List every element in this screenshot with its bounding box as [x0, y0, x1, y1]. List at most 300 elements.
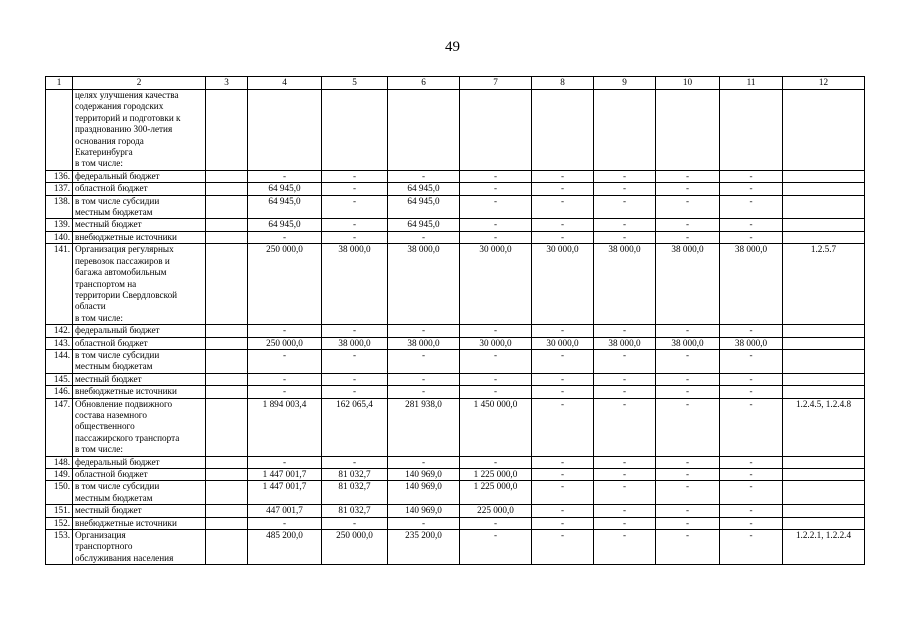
value-cell-c7: -: [460, 456, 532, 468]
goal-code-cell: [783, 90, 865, 171]
value-cell-c8: -: [532, 349, 594, 373]
row-number: 137.: [46, 183, 73, 195]
row-number: 139.: [46, 219, 73, 231]
value-cell-c8: -: [532, 231, 594, 243]
value-cell-c8: -: [532, 398, 594, 456]
value-cell-c8: -: [532, 481, 594, 505]
value-cell-c9: -: [594, 170, 656, 182]
table-row: [46, 90, 865, 171]
value-cell-c6: -: [388, 349, 460, 373]
value-cell-c10: -: [656, 325, 720, 337]
value-cell-c8: -: [532, 469, 594, 481]
value-cell-c5: -: [322, 183, 388, 195]
row-name: [73, 349, 206, 373]
value-cell-c6: 235 200,0: [388, 530, 460, 565]
row-name: [73, 386, 206, 398]
value-cell-c5: 81 032,7: [322, 469, 388, 481]
row-name-line: внебюджетные источники: [75, 517, 177, 528]
value-cell-c11: -: [720, 219, 783, 231]
row-name: [73, 456, 206, 468]
value-cell-c11: -: [720, 481, 783, 505]
value-cell-c4: -: [248, 231, 322, 243]
value-cell-c7: -: [460, 219, 532, 231]
value-cell-c9: -: [594, 231, 656, 243]
value-cell-c9: -: [594, 325, 656, 337]
value-cell-c6: 140 969,0: [388, 469, 460, 481]
goal-code-cell: 1.2.2.1, 1.2.2.4: [783, 530, 865, 565]
row-name-line: Организация: [75, 530, 126, 541]
value-cell-c9: -: [594, 456, 656, 468]
value-cell-c8: -: [532, 505, 594, 517]
table-row: [46, 469, 865, 481]
value-cell-c5: 162 065,4: [322, 398, 388, 456]
value-cell-c11: -: [720, 373, 783, 385]
row-name: [73, 325, 206, 337]
row-name: [73, 231, 206, 243]
value-cell-c4: 1 447 001,7: [248, 481, 322, 505]
value-cell-c11: -: [720, 195, 783, 219]
table-row: [46, 517, 865, 529]
row-name-line: местный бюджет: [75, 373, 142, 384]
value-cell-c4: 1 894 003,4: [248, 398, 322, 456]
value-cell-c3: [206, 244, 248, 325]
budget-table: [45, 76, 865, 565]
value-cell-c9: -: [594, 373, 656, 385]
row-name-line: федеральный бюджет: [75, 325, 160, 336]
table-row: [46, 505, 865, 517]
column-header: 7: [460, 77, 532, 90]
column-header: 6: [388, 77, 460, 90]
value-cell-c11: -: [720, 517, 783, 529]
row-name-line: местным бюджетам: [75, 361, 153, 372]
value-cell-c6: -: [388, 373, 460, 385]
row-number: 149.: [46, 469, 73, 481]
value-cell-c3: [206, 373, 248, 385]
value-cell-c10: 38 000,0: [656, 244, 720, 325]
value-cell-c5: -: [322, 195, 388, 219]
row-name-line: состава наземного: [75, 409, 147, 420]
row-name-line: транспортом на: [75, 278, 137, 289]
row-name-line: внебюджетные источники: [75, 386, 177, 397]
value-cell-c7: -: [460, 170, 532, 182]
row-name-line: обслуживания населения: [75, 552, 174, 563]
row-name-line: в том числе:: [75, 444, 123, 455]
value-cell-c11: -: [720, 183, 783, 195]
row-name-line: Обновление подвижного: [75, 398, 173, 409]
column-header: 3: [206, 77, 248, 90]
page-number: 49: [445, 39, 460, 55]
row-number: 143.: [46, 337, 73, 349]
value-cell-c9: -: [594, 530, 656, 565]
value-cell-c7: -: [460, 231, 532, 243]
value-cell-c3: [206, 530, 248, 565]
value-cell-c9: -: [594, 183, 656, 195]
row-name-line: багажа автомобильным: [75, 267, 167, 278]
value-cell-c8: -: [532, 183, 594, 195]
value-cell-c9: -: [594, 219, 656, 231]
value-cell-c5: -: [322, 325, 388, 337]
goal-code-cell: [783, 481, 865, 505]
column-header: 11: [720, 77, 783, 90]
value-cell-c11: [720, 90, 783, 171]
value-cell-c9: -: [594, 386, 656, 398]
value-cell-c5: 250 000,0: [322, 530, 388, 565]
row-name: [73, 505, 206, 517]
row-name: [73, 219, 206, 231]
value-cell-c7: 30 000,0: [460, 244, 532, 325]
value-cell-c7: -: [460, 195, 532, 219]
row-name-line: в том числе:: [75, 312, 123, 323]
value-cell-c11: -: [720, 170, 783, 182]
goal-code-cell: [783, 231, 865, 243]
goal-code-cell: [783, 349, 865, 373]
value-cell-c8: -: [532, 170, 594, 182]
value-cell-c3: [206, 183, 248, 195]
goal-code-cell: [783, 183, 865, 195]
row-name-line: области: [75, 301, 106, 312]
value-cell-c5: 81 032,7: [322, 481, 388, 505]
value-cell-c5: 38 000,0: [322, 337, 388, 349]
value-cell-c10: -: [656, 373, 720, 385]
goal-code-cell: [783, 170, 865, 182]
goal-code-cell: [783, 505, 865, 517]
table-row: [46, 195, 865, 219]
row-name-line: в том числе субсидии: [75, 481, 160, 492]
table-row: [46, 325, 865, 337]
column-header: 8: [532, 77, 594, 90]
value-cell-c4: -: [248, 456, 322, 468]
row-number: 145.: [46, 373, 73, 385]
value-cell-c5: [322, 90, 388, 171]
value-cell-c9: -: [594, 481, 656, 505]
value-cell-c9: -: [594, 505, 656, 517]
goal-code-cell: [783, 219, 865, 231]
column-header: 12: [783, 77, 865, 90]
value-cell-c10: -: [656, 456, 720, 468]
value-cell-c4: -: [248, 170, 322, 182]
value-cell-c8: -: [532, 195, 594, 219]
value-cell-c9: -: [594, 398, 656, 456]
table-row: [46, 481, 865, 505]
row-number: 151.: [46, 505, 73, 517]
value-cell-c6: [388, 90, 460, 171]
table-row: [46, 337, 865, 349]
value-cell-c11: -: [720, 505, 783, 517]
value-cell-c8: -: [532, 219, 594, 231]
value-cell-c3: [206, 398, 248, 456]
row-name: [73, 183, 206, 195]
table-row: [46, 373, 865, 385]
row-name-line: областной бюджет: [75, 469, 148, 479]
goal-code-cell: [783, 337, 865, 349]
value-cell-c8: 30 000,0: [532, 337, 594, 349]
value-cell-c7: 1 225 000,0: [460, 481, 532, 505]
row-name-line: Организация регулярных: [75, 244, 174, 255]
row-name-line: общественного: [75, 421, 135, 432]
value-cell-c6: -: [388, 170, 460, 182]
table-row: [46, 231, 865, 243]
value-cell-c8: -: [532, 530, 594, 565]
goal-code-cell: 1.2.5.7: [783, 244, 865, 325]
value-cell-c10: -: [656, 398, 720, 456]
table-row: [46, 398, 865, 456]
row-name: [73, 373, 206, 385]
row-number: 140.: [46, 231, 73, 243]
value-cell-c6: 38 000,0: [388, 337, 460, 349]
value-cell-c5: 38 000,0: [322, 244, 388, 325]
value-cell-c4: -: [248, 517, 322, 529]
row-name: [73, 530, 206, 565]
row-name: [73, 170, 206, 182]
row-number: 138.: [46, 195, 73, 219]
value-cell-c10: -: [656, 505, 720, 517]
value-cell-c6: -: [388, 325, 460, 337]
row-name-line: областной бюджет: [75, 183, 148, 194]
column-header: 4: [248, 77, 322, 90]
value-cell-c3: [206, 505, 248, 517]
value-cell-c6: 64 945,0: [388, 183, 460, 195]
goal-code-cell: [783, 325, 865, 337]
value-cell-c7: 30 000,0: [460, 337, 532, 349]
value-cell-c11: -: [720, 349, 783, 373]
value-cell-c5: -: [322, 170, 388, 182]
value-cell-c4: [248, 90, 322, 171]
row-name: [73, 469, 206, 481]
value-cell-c5: -: [322, 219, 388, 231]
value-cell-c5: -: [322, 386, 388, 398]
goal-code-cell: [783, 517, 865, 529]
value-cell-c7: -: [460, 373, 532, 385]
table-row: [46, 349, 865, 373]
column-header: 10: [656, 77, 720, 90]
row-name: [73, 481, 206, 505]
value-cell-c5: -: [322, 349, 388, 373]
value-cell-c10: 38 000,0: [656, 337, 720, 349]
row-number: 152.: [46, 517, 73, 529]
value-cell-c4: 485 200,0: [248, 530, 322, 565]
value-cell-c4: -: [248, 373, 322, 385]
row-name: [73, 517, 206, 529]
value-cell-c6: -: [388, 456, 460, 468]
value-cell-c10: -: [656, 481, 720, 505]
value-cell-c11: -: [720, 386, 783, 398]
value-cell-c3: [206, 170, 248, 182]
row-name-line: содержания городских: [75, 101, 164, 112]
row-name-line: федеральный бюджет: [75, 456, 160, 467]
value-cell-c10: -: [656, 386, 720, 398]
value-cell-c9: -: [594, 517, 656, 529]
value-cell-c3: [206, 325, 248, 337]
table-row: [46, 219, 865, 231]
value-cell-c9: -: [594, 349, 656, 373]
value-cell-c6: 64 945,0: [388, 195, 460, 219]
row-name: [73, 337, 206, 349]
row-name-line: транспортного: [75, 541, 133, 552]
row-name-line: местный бюджет: [75, 505, 142, 516]
value-cell-c3: [206, 90, 248, 171]
row-name-line: празднованию 300-летия: [75, 124, 173, 135]
value-cell-c8: -: [532, 373, 594, 385]
table-row: [46, 456, 865, 468]
value-cell-c3: [206, 481, 248, 505]
value-cell-c7: 1 225 000,0: [460, 469, 532, 481]
value-cell-c7: -: [460, 386, 532, 398]
value-cell-c5: -: [322, 456, 388, 468]
row-name: [73, 398, 206, 456]
value-cell-c9: 38 000,0: [594, 244, 656, 325]
value-cell-c4: -: [248, 386, 322, 398]
value-cell-c9: [594, 90, 656, 171]
row-name-line: Екатеринбурга: [75, 147, 133, 158]
goal-code-cell: 1.2.4.5, 1.2.4.8: [783, 398, 865, 456]
value-cell-c7: [460, 90, 532, 171]
column-number-row: [46, 77, 865, 90]
value-cell-c10: -: [656, 219, 720, 231]
row-name-line: перевозок пассажиров и: [75, 255, 170, 266]
table-row: [46, 530, 865, 565]
value-cell-c10: -: [656, 349, 720, 373]
value-cell-c3: [206, 517, 248, 529]
value-cell-c7: -: [460, 517, 532, 529]
value-cell-c6: 140 969,0: [388, 505, 460, 517]
value-cell-c3: [206, 456, 248, 468]
goal-code-cell: [783, 373, 865, 385]
row-name-line: пассажирского транспорта: [75, 432, 180, 443]
value-cell-c4: -: [248, 349, 322, 373]
row-number: 144.: [46, 349, 73, 373]
value-cell-c7: 225 000,0: [460, 505, 532, 517]
value-cell-c3: [206, 219, 248, 231]
value-cell-c8: [532, 90, 594, 171]
value-cell-c5: 81 032,7: [322, 505, 388, 517]
value-cell-c5: -: [322, 373, 388, 385]
row-name-line: областной бюджет: [75, 337, 148, 348]
value-cell-c3: [206, 349, 248, 373]
table-body: [46, 90, 865, 565]
value-cell-c8: -: [532, 456, 594, 468]
table-row: [46, 170, 865, 182]
value-cell-c6: 38 000,0: [388, 244, 460, 325]
value-cell-c10: -: [656, 195, 720, 219]
row-name: [73, 90, 206, 171]
value-cell-c6: 140 969,0: [388, 481, 460, 505]
value-cell-c5: -: [322, 231, 388, 243]
goal-code-cell: [783, 195, 865, 219]
row-name: [73, 195, 206, 219]
value-cell-c3: [206, 337, 248, 349]
value-cell-c7: -: [460, 183, 532, 195]
value-cell-c6: 64 945,0: [388, 219, 460, 231]
value-cell-c10: -: [656, 170, 720, 182]
value-cell-c9: -: [594, 469, 656, 481]
value-cell-c10: -: [656, 469, 720, 481]
value-cell-c11: -: [720, 469, 783, 481]
value-cell-c8: -: [532, 386, 594, 398]
value-cell-c5: -: [322, 517, 388, 529]
row-name-line: территории Свердловской: [75, 289, 178, 300]
row-name-line: в том числе субсидии: [75, 349, 160, 360]
value-cell-c3: [206, 469, 248, 481]
value-cell-c4: 64 945,0: [248, 183, 322, 195]
value-cell-c7: -: [460, 325, 532, 337]
row-number: 141.: [46, 244, 73, 325]
row-name-line: территорий и подготовки к: [75, 112, 181, 123]
value-cell-c7: -: [460, 349, 532, 373]
value-cell-c4: 1 447 001,7: [248, 469, 322, 481]
value-cell-c6: -: [388, 517, 460, 529]
value-cell-c3: [206, 195, 248, 219]
row-number: 146.: [46, 386, 73, 398]
row-name-line: основания города: [75, 135, 144, 146]
value-cell-c11: -: [720, 231, 783, 243]
table-row: [46, 386, 865, 398]
value-cell-c7: 1 450 000,0: [460, 398, 532, 456]
table-row: [46, 244, 865, 325]
value-cell-c11: -: [720, 325, 783, 337]
row-name: [73, 244, 206, 325]
table-row: [46, 183, 865, 195]
value-cell-c4: 250 000,0: [248, 244, 322, 325]
column-header: 9: [594, 77, 656, 90]
row-number: 142.: [46, 325, 73, 337]
goal-code-cell: [783, 469, 865, 481]
value-cell-c6: 281 938,0: [388, 398, 460, 456]
value-cell-c6: -: [388, 231, 460, 243]
value-cell-c10: -: [656, 517, 720, 529]
value-cell-c11: -: [720, 456, 783, 468]
goal-code-cell: [783, 456, 865, 468]
value-cell-c9: 38 000,0: [594, 337, 656, 349]
value-cell-c11: -: [720, 398, 783, 456]
row-name-line: в том числе:: [75, 158, 123, 169]
value-cell-c8: 30 000,0: [532, 244, 594, 325]
value-cell-c10: -: [656, 183, 720, 195]
row-number: 153.: [46, 530, 73, 565]
value-cell-c4: 64 945,0: [248, 195, 322, 219]
value-cell-c8: -: [532, 517, 594, 529]
row-name-line: внебюджетные источники: [75, 231, 177, 242]
value-cell-c6: -: [388, 386, 460, 398]
value-cell-c4: -: [248, 325, 322, 337]
value-cell-c11: 38 000,0: [720, 244, 783, 325]
value-cell-c9: -: [594, 195, 656, 219]
row-number: 136.: [46, 170, 73, 182]
value-cell-c11: -: [720, 530, 783, 565]
row-name-line: местным бюджетам: [75, 492, 153, 503]
value-cell-c3: [206, 231, 248, 243]
value-cell-c10: -: [656, 530, 720, 565]
value-cell-c4: 64 945,0: [248, 219, 322, 231]
value-cell-c10: [656, 90, 720, 171]
column-header: 2: [73, 77, 206, 90]
value-cell-c4: 447 001,7: [248, 505, 322, 517]
value-cell-c10: -: [656, 231, 720, 243]
row-name-line: местным бюджетам: [75, 207, 153, 218]
row-number: 150.: [46, 481, 73, 505]
row-number: 148.: [46, 456, 73, 468]
value-cell-c4: 250 000,0: [248, 337, 322, 349]
value-cell-c7: -: [460, 530, 532, 565]
value-cell-c8: -: [532, 325, 594, 337]
row-name-line: целях улучшения качества: [75, 90, 179, 100]
goal-code-cell: [783, 386, 865, 398]
row-name-line: местный бюджет: [75, 219, 142, 230]
value-cell-c3: [206, 386, 248, 398]
row-name-line: в том числе субсидии: [75, 195, 160, 206]
column-header: 1: [46, 77, 73, 90]
value-cell-c11: 38 000,0: [720, 337, 783, 349]
row-number: 147.: [46, 398, 73, 456]
